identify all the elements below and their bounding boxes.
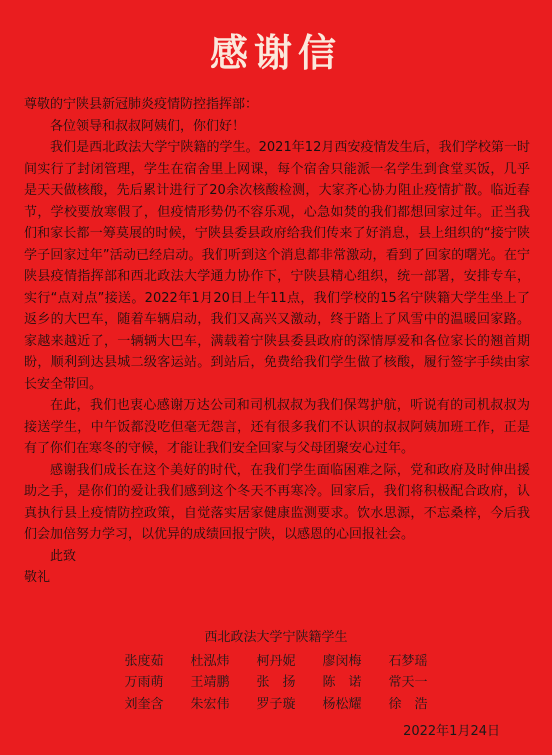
signer-name: 罗子璇 (256, 696, 296, 712)
signer-name: 杜泓炜 (190, 653, 230, 669)
signer-name: 朱宏伟 (190, 696, 230, 712)
signer-name: 徐 浩 (388, 696, 428, 712)
paragraph-2: 在此，我们也衷心感谢万达公司和司机叔叔为我们保驾护航，听说有的司机叔叔为接送学生，中午饭都没吃但毫无怨言，还有很多我们不认识的叔叔阿姨加班工作，正是有了你们在寒冬的守候，才能让我们安全回家与父母团聚安心过年。 (24, 398, 530, 456)
signer-name: 常天一 (388, 675, 428, 690)
closing-ci-zhi: 此致 (50, 548, 77, 564)
signer-name: 张 扬 (256, 675, 296, 690)
signer-name: 石梦瑶 (388, 653, 428, 669)
closing-jing-li: 敬礼 (24, 570, 51, 585)
signer-name: 张度茹 (124, 653, 164, 669)
signer-name: 杨松耀 (322, 696, 362, 712)
signer-name: 陈 诺 (322, 675, 362, 690)
letter-body (24, 94, 530, 589)
signer-name: 王靖鹏 (190, 675, 230, 690)
signature-block (0, 627, 552, 715)
paragraph-1: 我们是西北政法大学宁陕籍的学生。2021年12月西安疫情发生后，我们学校第一时间实行了封闭管理，学生在宿舍里上网课，每个宿舍只能派一名学生到食堂买饭，几乎是天天做核酸，先后累计进行了20余次核酸检测，大家齐心协力阻止疫情扩散。临近春节，学校要放寒假了，但疫情形势仍不容乐观，心急如焚的我们都想回家过年。正当我们和家长都一筹莫展的时候，宁陕县委县政府给我们传来了好消息，县上组织的“接宁陕学子回家过年”活动已经启动。我们听到这个消息都非常激动，看到了回家的曙光。在宁陕县疫情指挥部和西北政法大学通力协作下，宁陕县精心组织，统一部署，安排专车，实行“点对点”接送。2022年1月20日上午11点，我们学校的15名宁陕籍大学生坐上了返乡的大巴车，随着车辆启动，我们又高兴又激动，终于踏上了风雪中的温暖回家路。家越来越近了，一辆辆大巴车，满载着宁陕县委县政府的深情厚爱和各位家长的翘首期盼，顺利到达县城二级客运站。到站后，免费给我们学生做了核酸，履行签字手续由家长安全带回。 (24, 140, 530, 392)
greeting: 各位领导和叔叔阿姨们，你们好！ (50, 118, 246, 134)
signer-name: 柯丹妮 (256, 653, 296, 669)
signer-name: 廖闵梅 (322, 653, 362, 669)
signer-name: 刘奎含 (124, 696, 164, 712)
signature-names-row-3 (0, 694, 552, 716)
signature-names-row-1 (0, 651, 552, 673)
signature-org: 西北政法大学宁陕籍学生 (204, 630, 348, 645)
letter-date: 2022年1月24日 (403, 724, 500, 739)
signer-name: 万雨萌 (124, 675, 164, 690)
salutation: 尊敬的宁陕县新冠肺炎疫情防控指挥部： (24, 97, 259, 112)
paragraph-3: 感谢我们成长在这个美好的时代，在我们学生面临困难之际，党和政府及时伸出援助之手，是你们的爱让我们感到这个冬天不再寒冷。回家后，我们将积极配合政府，认真执行县上疫情防控政策，自觉落实居家健康监测要求。饮水思源，不忘桑梓，今后我们会加倍努力学习，以优异的成绩回报宁陕，以感恩的心回报社会。 (24, 462, 530, 542)
signature-names-row-2 (0, 672, 552, 694)
letter-title: 感谢信 (209, 30, 342, 75)
